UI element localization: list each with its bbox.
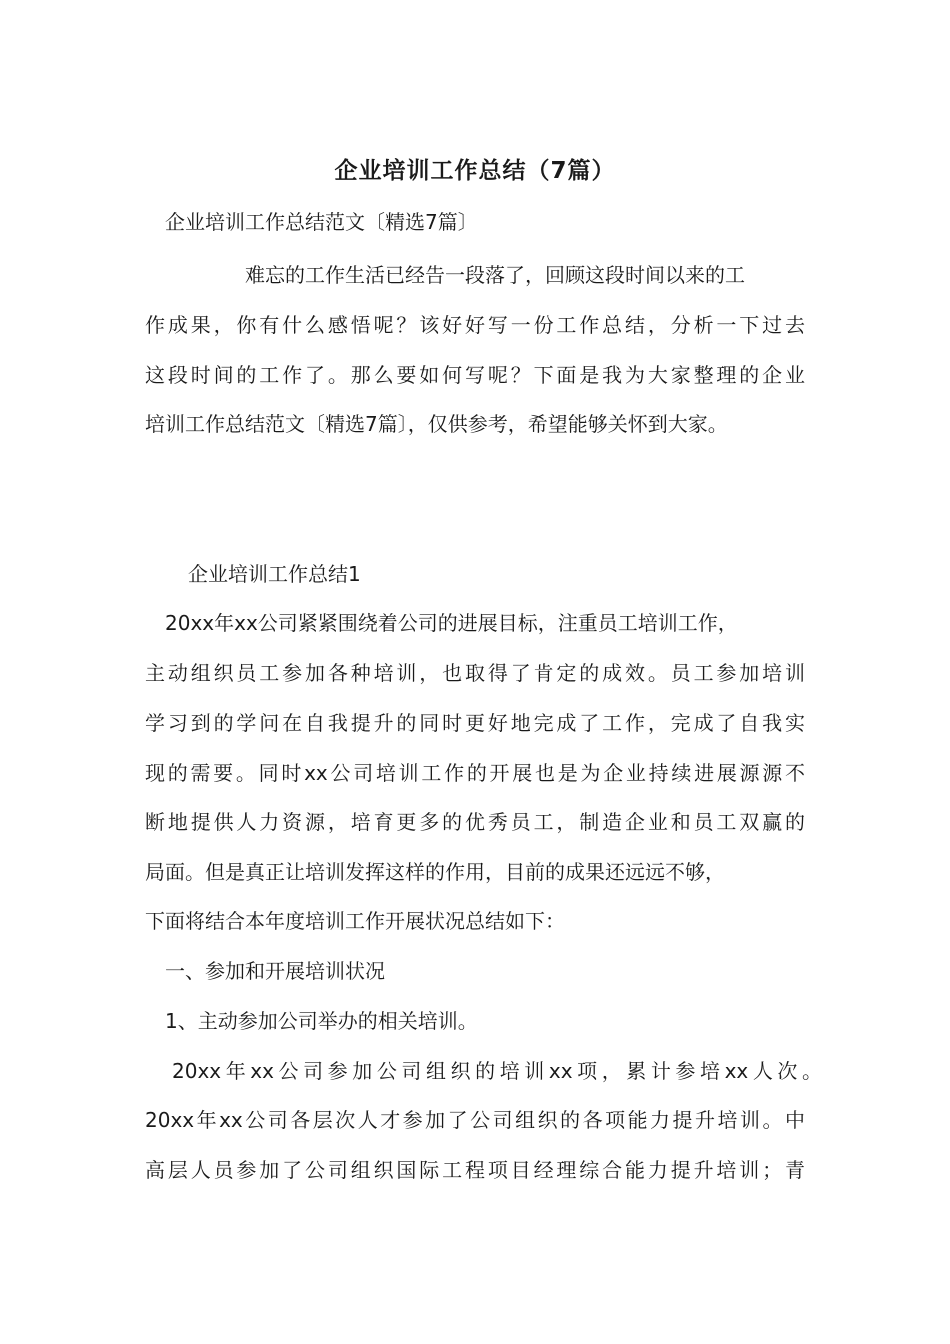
- subheading: 一、参加和开展培训状况: [165, 959, 385, 983]
- intro-line: 培训工作总结范文〔精选7篇〕，仅供参考，希望能够关怀到大家。: [145, 412, 728, 436]
- document-title: 企业培训工作总结（7篇）: [334, 158, 616, 184]
- section-heading: 企业培训工作总结1: [188, 562, 361, 586]
- intro-line: 作成果，你有什么感悟呢？该好好写一份工作总结，分析一下过去: [145, 313, 805, 337]
- body-line: 20xx年xx公司各层次人才参加了公司组织的各项能力提升培训。中: [145, 1108, 805, 1132]
- body-line: 现的需要。同时xx公司培训工作的开展也是为企业持续进展源源不: [145, 761, 805, 785]
- document-subtitle: 企业培训工作总结范文〔精选7篇〕: [165, 210, 478, 234]
- body-line: 高层人员参加了公司组织国际工程项目经理综合能力提升培训；青: [145, 1158, 805, 1182]
- body-line: 学习到的学问在自我提升的同时更好地完成了工作，完成了自我实: [145, 711, 805, 735]
- intro-line: 这段时间的工作了。那么要如何写呢？下面是我为大家整理的企业: [145, 363, 805, 387]
- body-line: 局面。但是真正让培训发挥这样的作用，目前的成果还远远不够，: [145, 860, 725, 884]
- body-line: 20xx年xx公司参加公司组织的培训xx项，累计参培xx人次。: [172, 1059, 822, 1083]
- body-line: 下面将结合本年度培训工作开展状况总结如下：: [145, 909, 565, 933]
- body-line: 20xx年xx公司紧紧围绕着公司的进展目标，注重员工培训工作，: [165, 611, 738, 635]
- subheading: 1、主动参加公司举办的相关培训。: [165, 1009, 478, 1033]
- intro-line: 难忘的工作生活已经告一段落了，回顾这段时间以来的工: [245, 263, 745, 287]
- body-line: 断地提供人力资源，培育更多的优秀员工，制造企业和员工双赢的: [145, 810, 805, 834]
- body-line: 主动组织员工参加各种培训，也取得了肯定的成效。员工参加培训: [145, 661, 805, 685]
